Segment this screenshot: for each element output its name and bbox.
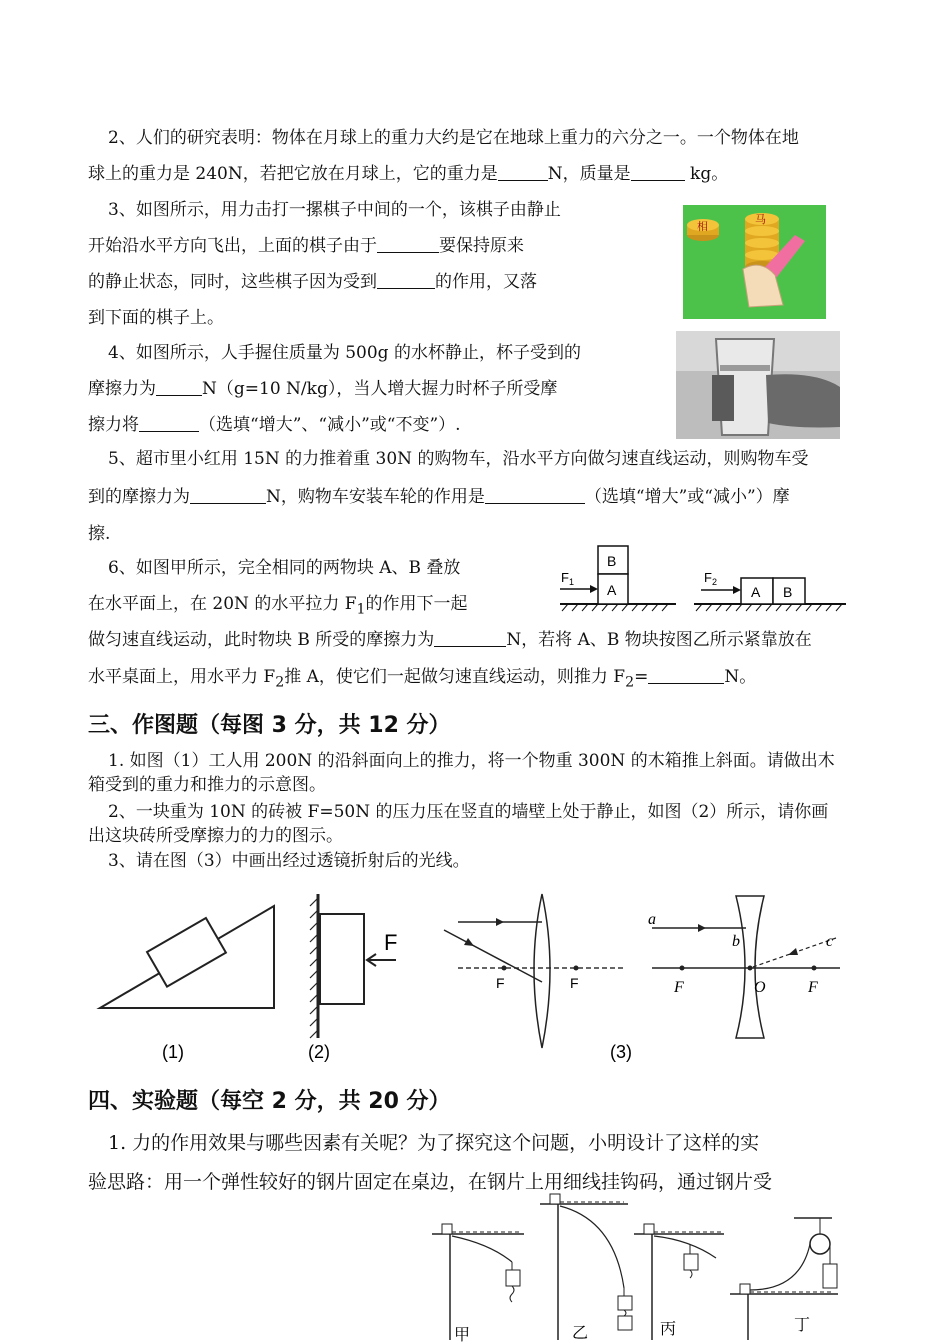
figure-label-2: (2) [308, 1042, 330, 1062]
answer-blank[interactable] [631, 164, 685, 181]
s3-p1b: 箱受到的重力和推力的示意图。 [88, 775, 326, 795]
text: 摩擦力为 [88, 379, 156, 399]
answer-blank[interactable] [377, 236, 439, 253]
section3-figures [96, 888, 846, 1070]
q3-line2 [88, 235, 524, 257]
q2-line1: 2、人们的研究表明：物体在月球上的重力大约是它在地球上重力的六分之一。一个物体在地 [108, 128, 799, 148]
force-f1-label [561, 570, 574, 587]
answer-blank[interactable] [498, 164, 548, 181]
block-a-label: A [751, 584, 761, 600]
text: N（g=10 N/kg），当人增大握力时杯子所受摩 [202, 379, 558, 399]
q3-line4: 到下面的棋子上。 [88, 308, 224, 328]
force-f2-label [704, 570, 717, 587]
ray-a-label: a [648, 911, 656, 928]
subscript: 2 [625, 674, 635, 691]
q5-line1: 5、超市里小红用 15N 的力推着重 30N 的购物车，沿水平方向做匀速直线运动，则购物车受 [108, 449, 809, 469]
text: F [704, 570, 712, 585]
force-label: F [384, 930, 398, 955]
chess-piece-label: 马 [755, 213, 766, 226]
figure-ding-label: 丁 [794, 1317, 811, 1334]
subscript: 1 [568, 577, 574, 587]
text: （选填“增大”或“减小”）摩 [584, 487, 790, 507]
q5-line3: 擦. [88, 524, 111, 544]
section-3-title: 三、作图题（每图 3 分，共 12 分） [88, 713, 451, 738]
chess-piece-label: 相 [697, 220, 708, 233]
ray-b-label: b [732, 933, 740, 950]
text: 要保持原来 [439, 236, 524, 256]
text: = [634, 667, 649, 687]
q6-line2 [88, 593, 468, 620]
steel-sheet-figures [428, 1190, 848, 1342]
q5-line2 [88, 486, 790, 508]
answer-blank[interactable] [190, 487, 266, 504]
text: N，质量是 [547, 164, 631, 184]
section-4-title: 四、实验题（每空 2 分，共 20 分） [88, 1089, 451, 1114]
q6-line1: 6、如图甲所示，完全相同的两物块 A、B 叠放 [108, 558, 461, 578]
text: 在水平面上，在 20N 的水平拉力 F [88, 594, 357, 614]
text: 做匀速直线运动，此时物块 B 所受的摩擦力为 [88, 630, 435, 650]
text: 到的摩擦力为 [88, 487, 190, 507]
text: （选填“增大”、“减小”或“不变”）. [199, 415, 461, 435]
q4-line1: 4、如图所示，人手握住质量为 500g 的水杯静止，杯子受到的 [108, 343, 581, 363]
s3-p3: 3、请在图（3）中画出经过透镜折射后的光线。 [108, 851, 470, 871]
block-a-label: A [607, 582, 617, 598]
text: 的作用，又落 [435, 272, 537, 292]
subscript: 2 [275, 674, 285, 691]
s3-p1a: 1. 如图（1）工人用 200N 的沿斜面向上的推力，将一个物重 300N 的木箱推上斜面。请做出木 [108, 751, 835, 771]
text: 推 A，使它们一起做匀速直线运动，则推力 F [284, 667, 626, 687]
figure-label-1: (1) [162, 1042, 184, 1062]
q4-line2 [88, 378, 557, 400]
s4-p1a: 1. 力的作用效果与哪些因素有关呢？为了探究这个问题，小明设计了这样的实 [108, 1132, 760, 1154]
answer-blank[interactable] [485, 487, 585, 504]
answer-blank[interactable] [434, 630, 506, 647]
text: 开始沿水平方向飞出，上面的棋子由于 [88, 236, 377, 256]
answer-blank[interactable] [139, 415, 199, 432]
block-b-label: B [783, 584, 793, 600]
q3-line3 [88, 271, 537, 293]
figure-jia-label: 甲 [454, 1327, 471, 1342]
text: 擦力将 [88, 415, 139, 435]
text: 球上的重力是 240N，若把它放在月球上，它的重力是 [88, 164, 498, 184]
center-o-label: O [754, 979, 766, 996]
figure-yi-label: 乙 [572, 1325, 589, 1342]
text: N，若将 A、B 物块按图乙所示紧靠放在 [506, 630, 812, 650]
focus-label: F [808, 979, 818, 996]
s3-p2b: 出这块砖所受摩擦力的力的图示。 [88, 826, 343, 846]
subscript: 2 [711, 577, 717, 587]
q6-line3 [88, 629, 812, 651]
s3-p2a: 2、一块重为 10N 的砖被 F=50N 的压力压在竖直的墙壁上处于静止，如图（2）所示，请你画 [108, 802, 829, 822]
figure-bing-label: 丙 [660, 1321, 677, 1338]
q3-line1: 3、如图所示，用力击打一摞棋子中间的一个，该棋子由静止 [108, 200, 561, 220]
text: N。 [724, 667, 757, 687]
text: kg。 [684, 164, 729, 184]
text: 的静止状态，同时，这些棋子因为受到 [88, 272, 377, 292]
block-b-label: B [607, 553, 617, 569]
q6-line4 [88, 666, 756, 693]
text: N，购物车安装车轮的作用是 [266, 487, 485, 507]
chess-figure [683, 205, 826, 319]
q4-line3 [88, 414, 461, 436]
text: 水平桌面上，用水平力 F [88, 667, 276, 687]
figure-label-3: (3) [610, 1042, 632, 1062]
subscript: 1 [356, 601, 366, 618]
blocks-figure [556, 542, 848, 616]
text: 的作用下一起 [365, 594, 468, 614]
focus-label: F [674, 979, 684, 996]
text: F [561, 570, 569, 585]
ray-c-label: c [826, 933, 834, 950]
focus-label: F [496, 975, 505, 991]
water-cup-photo [676, 331, 840, 439]
answer-blank[interactable] [648, 667, 724, 684]
q2-line2 [88, 163, 728, 185]
s4-p1b: 验思路：用一个弹性较好的钢片固定在桌边，在钢片上用细线挂钩码，通过钢片受 [88, 1171, 773, 1193]
answer-blank[interactable] [156, 379, 202, 396]
focus-label: F [570, 975, 579, 991]
answer-blank[interactable] [377, 272, 435, 289]
